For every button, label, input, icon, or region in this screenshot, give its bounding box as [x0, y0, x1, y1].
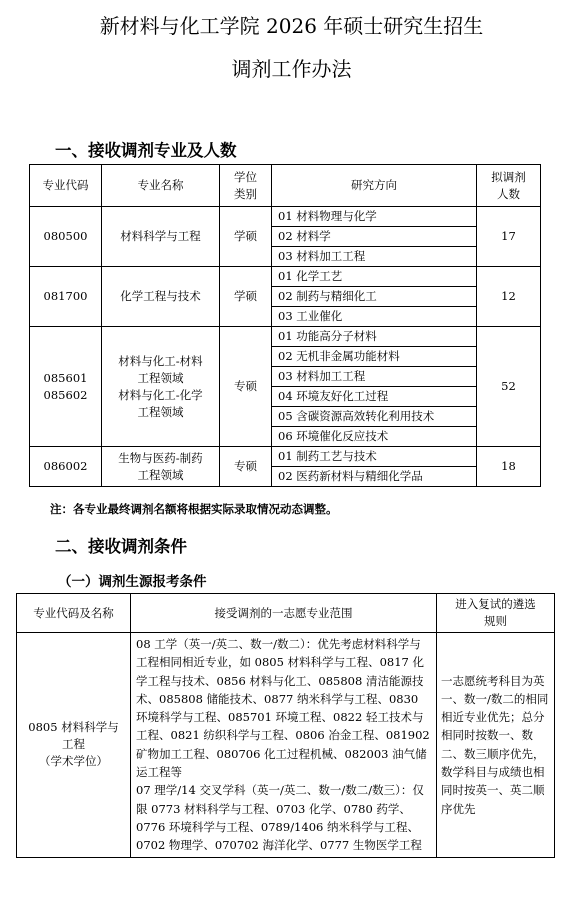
research-direction: 04 环境友好化工过程: [272, 387, 477, 407]
major-code: 080500: [30, 207, 102, 267]
doc-title-line2: 调剂工作办法: [231, 57, 352, 81]
quota-table: [29, 164, 541, 487]
degree-type: 专硕: [220, 327, 272, 447]
table-row: [30, 267, 541, 287]
header-name: 专业名称: [102, 165, 220, 207]
table-row: [17, 633, 555, 858]
header-range: 接受调剂的一志愿专业范围: [131, 594, 437, 633]
research-direction: 06 环境催化反应技术: [272, 427, 477, 447]
major-name: 材料与化工-材料 工程领域 材料与化工-化学 工程领域: [102, 327, 220, 447]
header-type: 学位 类别: [220, 165, 272, 207]
major-cell: 0805 材料科学与 工程 （学术学位）: [17, 633, 131, 858]
degree-type: 学硕: [220, 267, 272, 327]
major-code: 086002: [30, 447, 102, 487]
range-cell: 08 工学（英一/英二、数一/数二）：优先考虑材料科学与工程相同相近专业，如 0805 材料科学与工程、0817 化学工程与技术、0856 材料与化工、085808 清洁能源技术、085808 储能技术、0877 纳米科学与工程、0830 环境科学与工程、085701 环境工程、0822 轻工技术与工程、0821 纺织科学与工程、0806 冶金工程、081902 矿物加工工程、080706 化工过程机械、082003 油气储运工程等 07 理学/14 交叉学科（英一/英二、数一/数二/数三）：仅限 0773 材料科学与工程、0703 化学、0780 药学、 0776 环境科学与工程、0789/1406 纳米科学与工程、0702 物理学、070702 海洋化学、0777 生物医学工程: [131, 633, 437, 858]
research-direction: 03 材料加工工程: [272, 247, 477, 267]
major-code: 085601 085602: [30, 327, 102, 447]
research-direction: 01 化学工艺: [272, 267, 477, 287]
research-direction: 01 制药工艺与技术: [272, 447, 477, 467]
quota-note: 注：各专业最终调剂名额将根据实际录取情况动态调整。: [50, 502, 338, 516]
rule-cell: 一志愿统考科目为英一、数一/数二的相同相近专业优先；总分相同时按数一、数二、数三顺序优先，数学科目与成绩也相同时按英一、英二顺序优先: [437, 633, 555, 858]
research-direction: 03 工业催化: [272, 307, 477, 327]
degree-type: 学硕: [220, 207, 272, 267]
major-name: 生物与医药-制药 工程领域: [102, 447, 220, 487]
major-code: 081700: [30, 267, 102, 327]
quota: 52: [477, 327, 541, 447]
research-direction: 02 无机非金属功能材料: [272, 347, 477, 367]
research-direction: 05 含碳资源高效转化利用技术: [272, 407, 477, 427]
research-direction: 02 制药与精细化工: [272, 287, 477, 307]
research-direction: 01 材料物理与化学: [272, 207, 477, 227]
header-major: 专业代码及名称: [17, 594, 131, 633]
major-name: 材料科学与工程: [102, 207, 220, 267]
quota: 17: [477, 207, 541, 267]
table-row: [30, 447, 541, 467]
header-code: 专业代码: [30, 165, 102, 207]
research-direction: 03 材料加工工程: [272, 367, 477, 387]
header-direction: 研究方向: [272, 165, 477, 207]
research-direction: 01 功能高分子材料: [272, 327, 477, 347]
research-direction: 02 材料学: [272, 227, 477, 247]
doc-title-line1: 新材料与化工学院 2026 年硕士研究生招生: [99, 14, 484, 38]
degree-type: 专硕: [220, 447, 272, 487]
section1-heading: 一、接收调剂专业及人数: [55, 141, 237, 160]
quota: 12: [477, 267, 541, 327]
quota: 18: [477, 447, 541, 487]
table-row: [30, 207, 541, 227]
header-quota: 拟调剂 人数: [477, 165, 541, 207]
conditions-table: [16, 593, 555, 858]
section2-heading: 二、接收调剂条件: [55, 537, 187, 556]
section2-subheading: （一）调剂生源报考条件: [58, 574, 207, 590]
header-rule: 进入复试的遴选 规则: [437, 594, 555, 633]
research-direction: 02 医药新材料与精细化学品: [272, 467, 477, 487]
major-name: 化学工程与技术: [102, 267, 220, 327]
table-row: [30, 327, 541, 347]
